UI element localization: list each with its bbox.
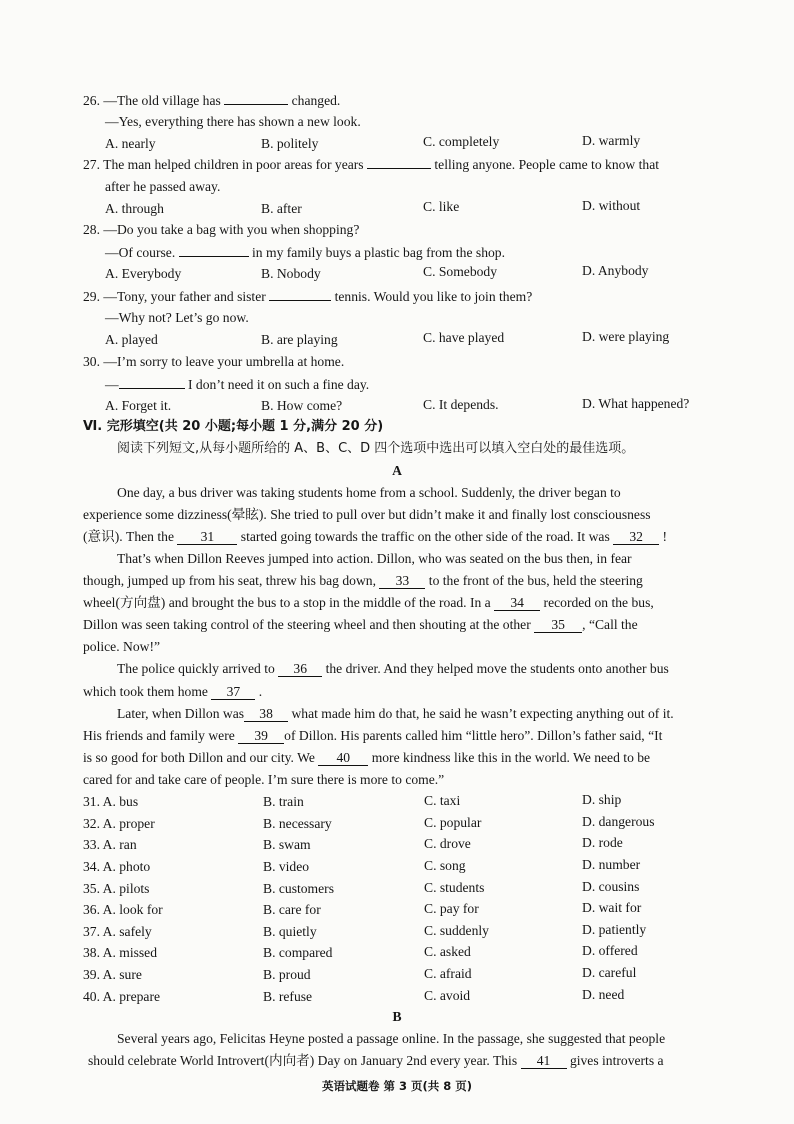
option-d: D. careful (582, 965, 637, 980)
passage-line: cared for and take care of people. I’m sure there is more to come.” (83, 772, 445, 787)
question-text: 27. The man helped children in poor areas for years (83, 157, 364, 172)
option-a: 37. A. safely (83, 924, 152, 939)
blank-40: 40 (318, 750, 368, 766)
passage-text: Dillon was seen taking control of the steering wheel and then shouting at the other (83, 617, 531, 632)
passage-line: police. Now!” (83, 639, 161, 654)
question-30: 30. —I’m sorry to leave your umbrella at home. (83, 354, 345, 369)
option-c: C. asked (424, 944, 471, 959)
blank-32: 32 (613, 529, 659, 545)
passage-line (83, 572, 643, 590)
option-d: D. Anybody (582, 263, 649, 278)
option-c: C. avoid (424, 988, 471, 1003)
question-line (105, 243, 505, 262)
passage-line (88, 1052, 664, 1070)
section-instruction: 阅读下列短文,从每小题所给的 A、B、C、D 四个选项中选出可以填入空白处的最佳选项。 (117, 441, 635, 456)
option-b: B. politely (261, 136, 319, 151)
question-text: changed. (291, 93, 341, 108)
passage-text: gives introverts a (569, 1053, 664, 1068)
passage-line (83, 727, 662, 745)
passage-line (83, 616, 638, 634)
question-text: telling anyone. People came to know that (434, 157, 660, 172)
question-28: 28. —Do you take a bag with you when shopping? (83, 222, 360, 237)
answer-blank (179, 243, 249, 257)
passage-text: should celebrate World Introvert(内向者) Day on January 2nd every year. This (88, 1053, 518, 1068)
passage-text: , “Call the (582, 617, 638, 632)
option-d: D. without (582, 198, 641, 213)
option-c: C. Somebody (423, 264, 498, 279)
option-row-35 (83, 880, 149, 898)
option-d: D. ship (582, 792, 622, 807)
question-text: 29. —Tony, your father and sister (83, 289, 266, 304)
passage-text: started going towards the traffic on the other side of the road. It was (240, 529, 610, 544)
passage-line (117, 705, 674, 723)
question-text: tennis. Would you like to join them? (334, 289, 533, 304)
option-a: 40. A. prepare (83, 989, 161, 1004)
option-c: C. pay for (424, 901, 479, 916)
question-line (105, 375, 369, 394)
passage-line (83, 683, 262, 701)
blank-36: 36 (278, 661, 322, 677)
passage-text: recorded on the bus, (543, 595, 654, 610)
question-line: —Yes, everything there has shown a new look. (105, 114, 361, 129)
question-line: —Why not? Let’s go now. (105, 310, 249, 325)
passage-line (117, 484, 748, 502)
passage-text: The police quickly arrived to (117, 661, 275, 676)
option-d: D. patiently (582, 922, 647, 937)
blank-39: 39 (238, 728, 284, 744)
passage-text: though, jumped up from his seat, threw his bag down, (83, 573, 376, 588)
option-d: D. dangerous (582, 814, 655, 829)
option-d: D. rode (582, 835, 623, 850)
option-c: C. song (424, 858, 466, 873)
option-d: D. offered (582, 943, 638, 958)
option-d: D. warmly (582, 133, 641, 148)
passage-text: One day, a bus driver was taking students home from a school. Suddenly, the driver began to (117, 485, 621, 500)
question-line: after he passed away. (105, 179, 221, 194)
option-row-36 (83, 901, 163, 919)
passage-text: what made him do that, he said he wasn’t expecting anything out of it. (291, 706, 674, 721)
page-footer: 英语试题卷 第 3 页(共 8 页) (321, 1079, 473, 1093)
option-a: A. through (105, 201, 164, 216)
passage-text: the driver. And they helped move the students onto another bus (325, 661, 669, 676)
option-row-31 (83, 793, 138, 811)
passage-b-label: B (392, 1009, 402, 1024)
option-row-39 (83, 966, 142, 984)
option-c: C. completely (423, 134, 500, 149)
passage-text: is so good for both Dillon and our city. We (83, 750, 315, 765)
option-c: C. popular (424, 815, 482, 830)
option-d: D. were playing (582, 329, 670, 344)
option-b: B. after (261, 201, 302, 216)
option-c: C. drove (424, 836, 471, 851)
passage-text: Later, when Dillon was (117, 706, 245, 721)
passage-text: (意识). Then the (83, 529, 174, 544)
question-text: 26. —The old village has (83, 93, 221, 108)
option-row-32 (83, 815, 155, 833)
passage-line (117, 660, 669, 678)
option-row-37 (83, 923, 152, 941)
option-b: B. necessary (263, 816, 332, 831)
option-row-33 (83, 836, 137, 854)
answer-blank (224, 91, 288, 105)
answer-blank (269, 287, 331, 301)
section-heading: Ⅵ. 完形填空(共 20 小题;每小题 1 分,满分 20 分) (83, 419, 384, 434)
option-b: B. video (263, 859, 310, 874)
option-c: C. afraid (424, 966, 472, 981)
option-b: B. quietly (263, 924, 317, 939)
answer-blank (367, 155, 431, 169)
blank-38: 38 (244, 706, 288, 722)
passage-text: of Dillon. His parents called him “little hero”. Dillon’s father said, “It (284, 728, 663, 743)
option-c: C. taxi (424, 793, 461, 808)
option-row-34 (83, 858, 150, 876)
option-d: D. wait for (582, 900, 642, 915)
option-b: B. compared (263, 945, 333, 960)
blank-37: 37 (211, 684, 255, 700)
option-a: 38. A. missed (83, 945, 158, 960)
option-b: B. customers (263, 881, 334, 896)
blank-34: 34 (494, 595, 540, 611)
option-d: D. cousins (582, 879, 640, 894)
blank-31: 31 (177, 529, 237, 545)
blank-33: 33 (379, 573, 425, 589)
option-c: C. suddenly (424, 923, 489, 938)
option-b: B. proud (263, 967, 311, 982)
question-text: I don’t need it on such a fine day. (188, 377, 370, 392)
option-row-38 (83, 944, 157, 962)
question-29 (83, 287, 532, 306)
option-a: 39. A. sure (83, 967, 142, 982)
option-d: D. What happened? (582, 396, 690, 411)
option-b: B. refuse (263, 989, 313, 1004)
option-c: C. It depends. (423, 397, 499, 412)
option-b: B. care for (263, 902, 321, 917)
passage-text: . (258, 684, 263, 699)
option-d: D. number (582, 857, 641, 872)
option-c: C. have played (423, 330, 505, 345)
option-a: 35. A. pilots (83, 881, 150, 896)
passage-text: ! (662, 529, 668, 544)
passage-text: more kindness like this in the world. We need to be (371, 750, 651, 765)
question-27 (83, 155, 659, 174)
passage-line: That’s when Dillon Reeves jumped into action. Dillon, who was seated on the bus then, in fear (117, 551, 632, 566)
passage-text: wheel(方向盘) and brought the bus to a stop in the middle of the road. In a (83, 595, 491, 610)
option-b: B. How come? (261, 398, 343, 413)
option-b: B. train (263, 794, 304, 809)
option-a: 31. A. bus (83, 794, 139, 809)
question-text: —Of course. (105, 245, 176, 260)
passage-line (83, 528, 667, 546)
option-a: 32. A. proper (83, 816, 155, 831)
passage-text: His friends and family were (83, 728, 235, 743)
passage-text: to the front of the bus, held the steering (428, 573, 643, 588)
question-26 (83, 91, 340, 110)
option-a: 36. A. look for (83, 902, 163, 917)
option-a: A. Everybody (105, 266, 182, 281)
passage-line (83, 594, 654, 612)
blank-35: 35 (534, 617, 582, 633)
option-a: A. played (105, 332, 158, 347)
question-text: — (105, 377, 119, 392)
passage-line (83, 749, 650, 767)
option-c: C. like (423, 199, 460, 214)
option-a: 34. A. photo (83, 859, 151, 874)
option-b: B. Nobody (261, 266, 321, 281)
passage-a-label: A (392, 463, 402, 478)
passage-line: Several years ago, Felicitas Heyne posted a passage online. In the passage, she suggested that people (117, 1031, 666, 1046)
option-b: B. are playing (261, 332, 338, 347)
option-row-40 (83, 988, 160, 1006)
answer-blank (119, 375, 185, 389)
option-a: A. Forget it. (105, 398, 172, 413)
question-text: in my family buys a plastic bag from the shop. (252, 245, 505, 260)
passage-line: experience some dizziness(晕眩). She tried to pull over but didn’t make it and finally lost consciousness (83, 507, 651, 522)
passage-text: which took them home (83, 684, 208, 699)
blank-41: 41 (521, 1053, 567, 1069)
option-b: B. swam (263, 837, 311, 852)
option-a: 33. A. ran (83, 837, 137, 852)
option-d: D. need (582, 987, 625, 1002)
option-c: C. students (424, 880, 485, 895)
option-a: A. nearly (105, 136, 156, 151)
